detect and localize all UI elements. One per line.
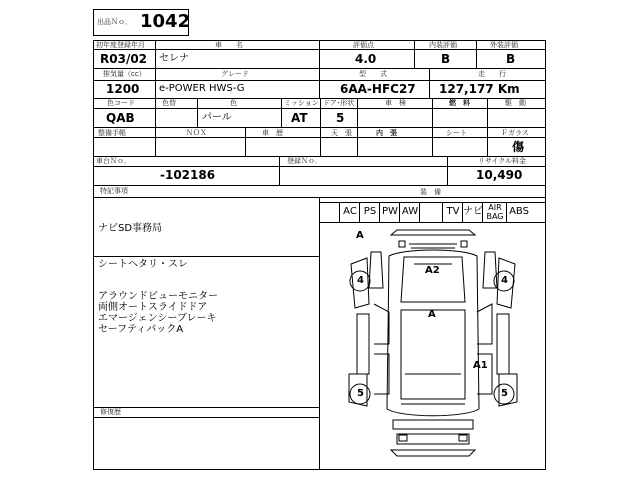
first-reg-value: R03/02 (100, 52, 148, 66)
color-code-value: QAB (106, 111, 135, 125)
equipment-label: 装 備 (420, 188, 441, 196)
equipment-item (482, 202, 506, 222)
first-reg-label: 初年度登録年月 (96, 41, 145, 49)
repair-history-label: 修復歴 (100, 408, 121, 416)
recycle-value: 10,490 (476, 168, 523, 182)
car-name-label: 車 名 (215, 41, 243, 49)
note-line-3: アラウンドビューモニター (98, 291, 218, 302)
drive-label: 駆 動 (505, 99, 526, 107)
color-value: パール (202, 112, 232, 123)
mission-value: AT (291, 111, 308, 125)
inner-lining-label: 内 張 (376, 129, 397, 137)
car-damage-diagram (319, 224, 546, 470)
color-code-label: 色コード (107, 99, 135, 107)
registration-label: 登録Ｎｏ． (287, 157, 322, 165)
note-line-4: 両側オートスライドドア (98, 302, 208, 313)
lot-number-label: 出品Ｎｏ． (97, 18, 132, 26)
note-line-5: エマージェンシーブレーキ (98, 313, 217, 324)
equipment-item-label: ナビ (463, 206, 483, 217)
front-bumper-icon (391, 230, 475, 248)
interior-grade-value: B (441, 52, 451, 66)
damage-mark-rear-right: A1 (473, 360, 488, 371)
mission-label: ミッション (284, 99, 319, 107)
equipment-item-label: AW (401, 206, 419, 217)
equipment-row (339, 202, 546, 222)
color-label: 色 (230, 99, 237, 107)
glass-label: Ｆガラス (501, 129, 529, 137)
car-name-value: セレナ (159, 53, 189, 64)
glass-value: 傷 (512, 140, 525, 154)
model-label: 型 式 (359, 70, 387, 78)
seat-label: シート (446, 129, 467, 137)
equipment-item-label: PS (363, 206, 377, 217)
recycle-label: リサイクル料金 (478, 157, 527, 165)
displacement-value: 1200 (106, 82, 140, 96)
equipment-item-label: ABS (509, 206, 529, 217)
interior-grade-label: 内装評価 (429, 41, 457, 49)
equipment-item-label: AIR BAG (486, 203, 504, 221)
door-label: ドア･形状 (323, 99, 355, 107)
mileage-label: 走 行 (478, 70, 506, 78)
lot-number: 1042 (140, 11, 191, 32)
chassis-value: -102186 (160, 168, 216, 182)
tire-rear-right-value: 5 (501, 388, 508, 399)
exterior-grade-value: B (506, 52, 516, 66)
tire-front-left-value: 4 (357, 275, 364, 286)
exterior-grade-label: 外装評価 (490, 41, 518, 49)
equipment-item-label: AC (343, 206, 357, 217)
displacement-label: 排気量（cc） (103, 70, 146, 78)
equipment-item-label: PW (382, 206, 398, 217)
note-line-1: ナビSD事務局 (98, 223, 163, 234)
grade-value: e-POWER HWS-G (159, 83, 245, 94)
fuel-label: 燃 料 (449, 99, 470, 107)
damage-mark-hood: A2 (425, 265, 440, 276)
equipment-item (442, 202, 462, 222)
equipment-item-label: TV (446, 206, 460, 217)
mileage-value: 127,177 Km (439, 82, 520, 96)
inspection-label: 車 検 (385, 99, 406, 107)
damage-mark-roof: A (428, 309, 436, 320)
tire-rear-left-value: 5 (357, 388, 364, 399)
left-side-icon (349, 252, 389, 406)
equipment-item (399, 202, 419, 222)
note-line-2: シートヘタリ・スレ (98, 259, 188, 270)
chassis-label: 車台Ｎｏ． (96, 157, 131, 165)
equipment-item (339, 202, 359, 222)
score-label: 評価点 (353, 41, 374, 49)
maintenance-label: 整備手帳 (98, 129, 126, 137)
rear-bumper-icon (391, 420, 475, 456)
grade-label: グレード (221, 70, 249, 78)
equipment-item (506, 202, 530, 222)
equipment-item (379, 202, 399, 222)
damage-mark-front-bumper: A (356, 230, 364, 241)
equipment-item (359, 202, 379, 222)
nox-label: ＮＯＸ (186, 129, 207, 137)
door-value: 5 (336, 111, 345, 125)
model-value: 6AA-HFC27 (340, 82, 416, 96)
score-value: 4.0 (355, 52, 377, 66)
color-change-label: 色替 (162, 99, 176, 107)
right-side-icon (477, 252, 517, 406)
history-label: 車 歴 (262, 129, 283, 137)
note-line-6: セーフティパックA (98, 324, 184, 335)
tire-front-right-value: 4 (501, 275, 508, 286)
roof-label: 天 張 (331, 129, 352, 137)
notes-label: 特記事項 (100, 187, 128, 195)
equipment-item (462, 202, 482, 222)
equipment-item (419, 202, 442, 222)
